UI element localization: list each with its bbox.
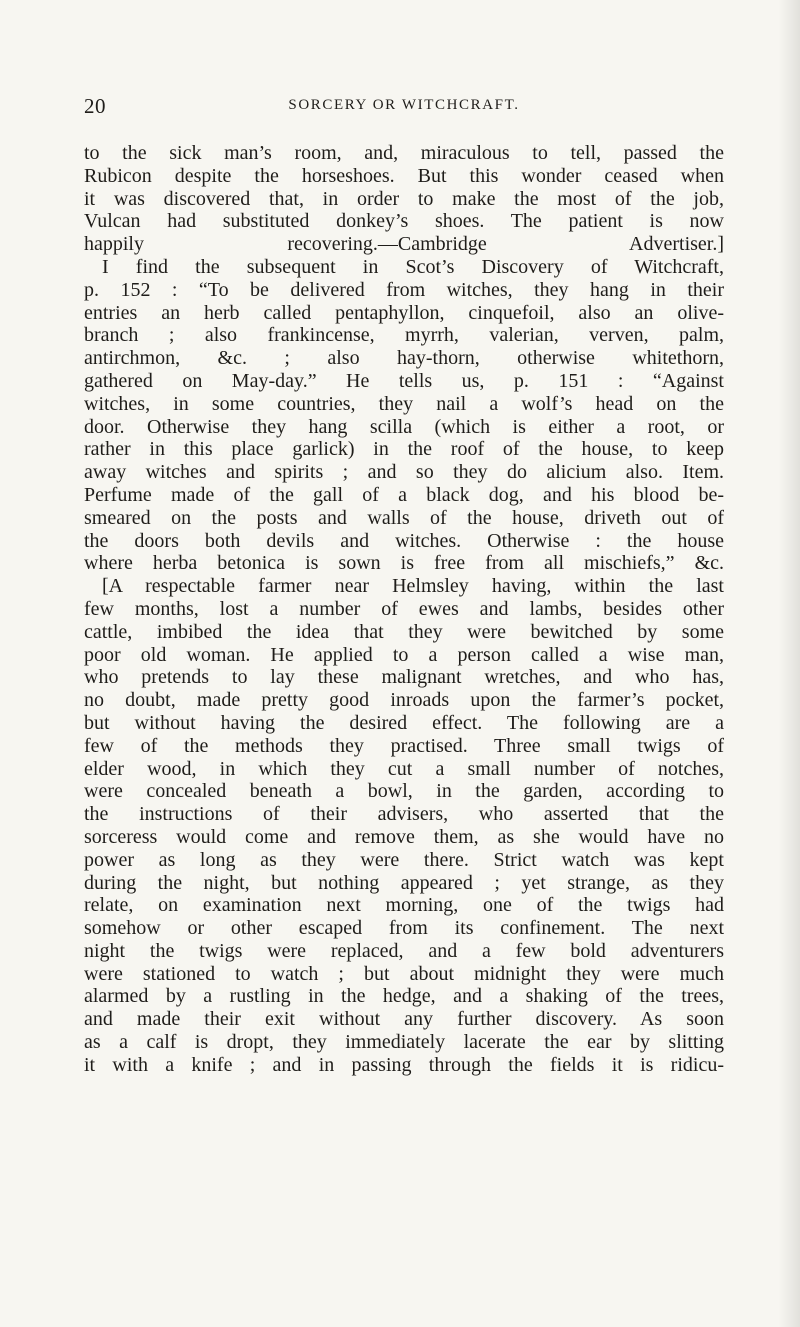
text-line: antirchmon, &c. ; also hay-thorn, otherwise whitethorn,: [84, 347, 724, 370]
text-line: power as long as they were there. Strict watch was kept: [84, 848, 724, 871]
text-line: elder wood, in which they cut a small number of notches,: [84, 757, 724, 780]
text-line: alarmed by a rustling in the hedge, and a shaking of the trees,: [84, 985, 724, 1008]
text-line: smeared on the posts and walls of the house, driveth out of: [84, 506, 724, 529]
page-number: 20: [84, 94, 106, 118]
text-line: cattle, imbibed the idea that they were bewitched by some: [84, 620, 724, 643]
text-line: during the night, but nothing appeared ; yet strange, as they: [84, 871, 724, 894]
text-line: somehow or other escaped from its confinement. The next: [84, 917, 724, 940]
text-line: as a calf is dropt, they immediately lacerate the ear by slitting: [84, 1031, 724, 1054]
text-line: happily recovering.—Cambridge Advertiser.]: [84, 233, 724, 256]
text-line: few of the methods they practised. Three small twigs of: [84, 734, 724, 757]
text-line: no doubt, made pretty good inroads upon the farmer’s pocket,: [84, 689, 724, 712]
text-line: relate, on examination next morning, one of the twigs had: [84, 894, 724, 917]
text-line: sorceress would come and remove them, as she would have no: [84, 825, 724, 848]
text-line: the instructions of their advisers, who asserted that the: [84, 803, 724, 826]
text-line: it was discovered that, in order to make the most of the job,: [84, 187, 724, 210]
page-header: [84, 94, 724, 120]
text-line: I find the subsequent in Scot’s Discovery of Witchcraft,: [102, 255, 724, 278]
text-line: where herba betonica is sown is free from all mischiefs,” &c.: [84, 552, 724, 575]
text-line: gathered on May-day.” He tells us, p. 151 : “Against: [84, 369, 724, 392]
text-line: it with a knife ; and in passing through the fields it is ridicu-: [84, 1053, 724, 1076]
text-line: but without having the desired effect. The following are a: [84, 711, 724, 734]
running-head: SORCERY OR WITCHCRAFT.: [288, 97, 520, 113]
text-line: who pretends to lay these malignant wretches, and who has,: [84, 666, 724, 689]
text-line: away witches and spirits ; and so they do alicium also. Item.: [84, 461, 724, 484]
text-line: few months, lost a number of ewes and lambs, besides other: [84, 597, 724, 620]
page-edge-shadow: [778, 0, 800, 1327]
text-line: Rubicon despite the horseshoes. But this wonder ceased when: [84, 164, 724, 187]
text-line: were stationed to watch ; but about midnight they were much: [84, 962, 724, 985]
text-line: [A respectable farmer near Helmsley having, within the last: [102, 575, 724, 598]
text-line: entries an herb called pentaphyllon, cinquefoil, also an olive-: [84, 301, 724, 324]
text-line: poor old woman. He applied to a person called a wise man,: [84, 643, 724, 666]
text-line: door. Otherwise they hang scilla (which is either a root, or: [84, 415, 724, 438]
text-line: rather in this place garlick) in the roof of the house, to keep: [84, 438, 724, 461]
text-line: night the twigs were replaced, and a few bold adventurers: [84, 939, 724, 962]
text-line: were concealed beneath a bowl, in the garden, according to: [84, 780, 724, 803]
text-line: witches, in some countries, they nail a wolf’s head on the: [84, 392, 724, 415]
text-line: branch ; also frankincense, myrrh, valerian, verven, palm,: [84, 324, 724, 347]
text-line: Vulcan had substituted donkey’s shoes. The patient is now: [84, 210, 724, 233]
text-line: to the sick man’s room, and, miraculous to tell, passed the: [84, 142, 724, 164]
text-line: p. 152 : “To be delivered from witches, they hang in their: [84, 278, 724, 301]
body-text: [84, 142, 724, 1077]
text-line: and made their exit without any further discovery. As soon: [84, 1008, 724, 1031]
text-line: Perfume made of the gall of a black dog, and his blood be-: [84, 483, 724, 506]
text-line: the doors both devils and witches. Otherwise : the house: [84, 529, 724, 552]
